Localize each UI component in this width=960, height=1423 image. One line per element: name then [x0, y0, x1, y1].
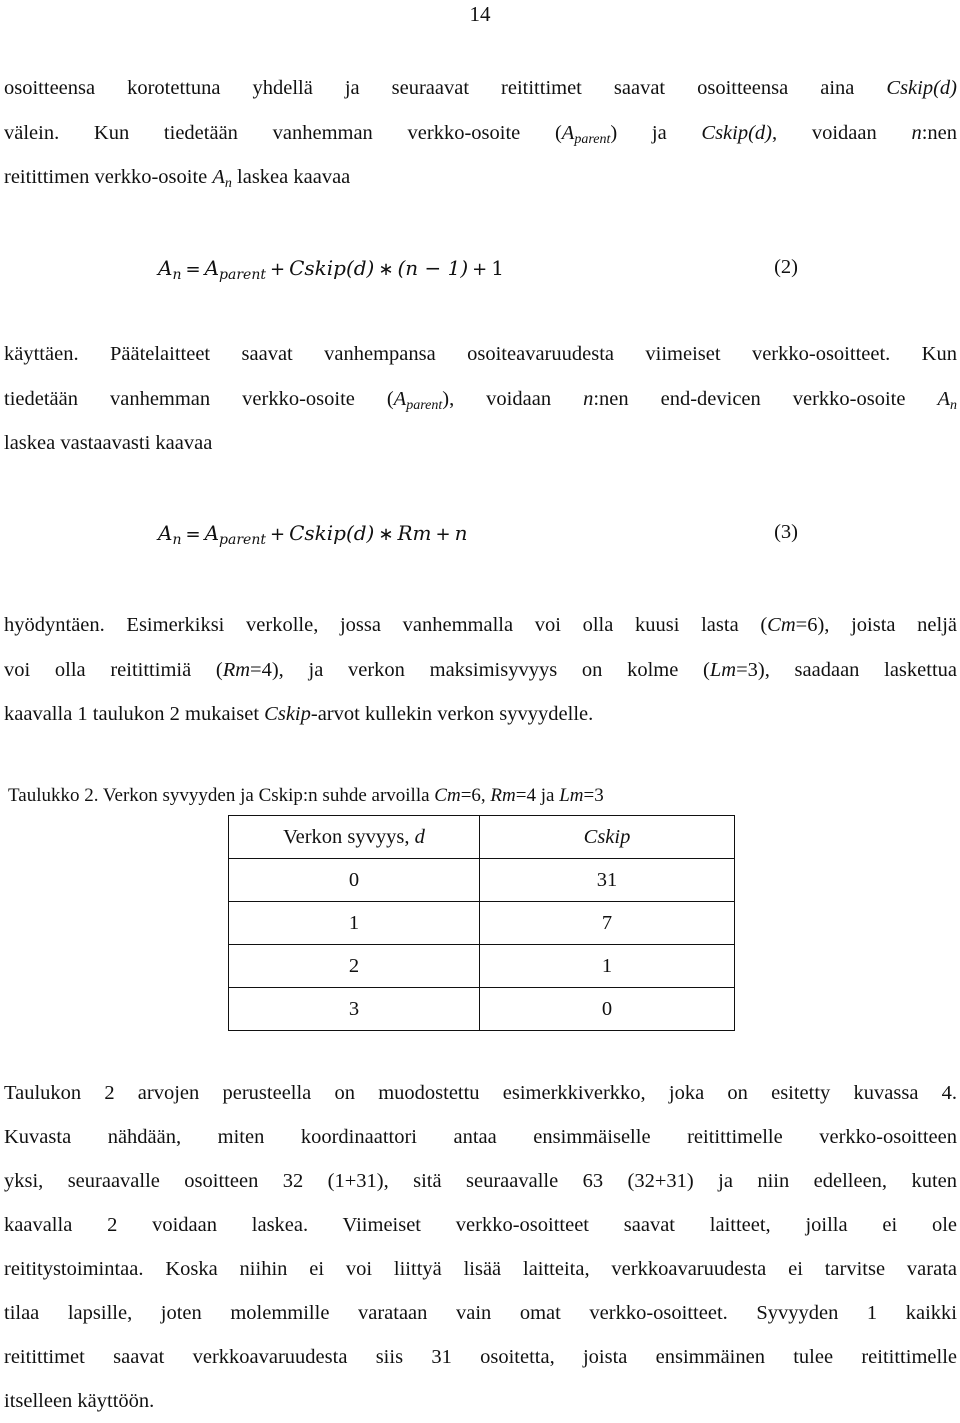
paragraph-1-line-2: välein. Kun tiedetään vanhemman verkko-osoite $(A_{parent})$ ja Cskip(d), voidaan n:nen	[4, 121, 957, 147]
paragraph-1-line-3: reitittimen verkko-osoite $A_n$ laskea kaavaa	[4, 166, 351, 191]
cell-depth: 3	[229, 988, 480, 1031]
cell-cskip: 7	[480, 902, 735, 945]
cell-cskip: 0	[480, 988, 735, 1031]
cell-depth: 2	[229, 945, 480, 988]
header-cskip: Cskip	[480, 816, 735, 859]
equation-3	[158, 521, 798, 551]
paragraph-2-line-1: käyttäen. Päätelaitteet saavat vanhempansa osoiteavaruudesta viimeiset verkko-osoitteet. Kun	[4, 343, 957, 365]
cell-depth: 0	[229, 859, 480, 902]
equation-2-formula: $A_n = A_{parent}$ + Cskip(d) ∗ (n − 1) + 1	[158, 256, 504, 283]
equation-3-number: (3)	[774, 521, 798, 543]
paragraph-3	[4, 603, 957, 737]
paragraph-2	[4, 332, 957, 466]
paragraph-4-line-6: tilaa lapsille, joten molemmille varataan vain omat verkko-osoitteet. Syvyyden 1 kaikki	[4, 1302, 957, 1324]
table-row	[229, 859, 735, 902]
paragraph-1-line-1: osoitteensa korotettuna yhdellä ja seuraavat reitittimet saavat osoitteensa aina Cskip(d)	[4, 77, 957, 99]
paragraph-3-line-1: hyödyntäen. Esimerkiksi verkolle, jossa vanhemmalla voi olla kuusi lasta (Cm=6), joista neljä	[4, 614, 958, 636]
paragraph-4-line-3: yksi, seuraavalle osoitteen 32 (1+31), sitä seuraavalle 63 (32+31) ja niin edelleen, kuten	[4, 1170, 957, 1192]
table-row	[229, 945, 735, 988]
paragraph-3-line-3: kaavalla 1 taulukon 2 mukaiset Cskip-arvot kullekin verkon syvyydelle.	[4, 703, 594, 725]
page-number: 14	[469, 2, 491, 26]
table-row	[229, 988, 735, 1031]
paragraph-4-line-8: itselleen käyttöön.	[4, 1390, 155, 1412]
paragraph-2-line-3: laskea vastaavasti kaavaa	[4, 432, 213, 454]
header-depth: Verkon syvyys, d	[229, 816, 480, 859]
paragraph-4-line-1: Taulukon 2 arvojen perusteella on muodostettu esimerkkiverkko, joka on esitetty kuvassa 4.	[4, 1082, 957, 1104]
paragraph-2-line-2: tiedetään vanhemman verkko-osoite $(A_{parent})$, voidaan n:nen end-devicen verkko-osoite $A_n$	[4, 387, 957, 413]
paragraph-1	[4, 66, 957, 200]
paragraph-3-line-2: voi olla reitittimiä (Rm=4), ja verkon maksimisyvyys on kolme (Lm=3), saadaan laskettua	[4, 658, 957, 681]
table-header-row	[229, 816, 735, 859]
equation-3-formula: $A_n = A_{parent}$ + Cskip(d) ∗ Rm + n	[158, 521, 468, 548]
paragraph-4-line-5: reititystoimintaa. Koska niihin ei voi liittyä lisää laitteita, verkkoavaruudesta ei tarvitse varata	[4, 1258, 957, 1280]
depth-cskip-table	[228, 815, 735, 1031]
equation-2	[158, 256, 798, 286]
cell-cskip: 31	[480, 859, 735, 902]
paragraph-4-line-2: Kuvasta nähdään, miten koordinaattori antaa ensimmäiselle reitittimelle verkko-osoitteen	[4, 1126, 957, 1148]
paragraph-4-line-7: reitittimet saavat verkkoavaruudesta siis 31 osoitetta, joista ensimmäinen tulee reitittimelle	[4, 1346, 957, 1368]
cell-depth: 1	[229, 902, 480, 945]
cell-cskip: 1	[480, 945, 735, 988]
table-row	[229, 902, 735, 945]
equation-2-number: (2)	[774, 256, 798, 278]
paragraph-4	[4, 1071, 957, 1423]
table-caption: Taulukko 2. Verkon syvyyden ja Cskip:n suhde arvoilla Cm=6, Rm=4 ja Lm=3	[8, 785, 604, 806]
paragraph-4-line-4: kaavalla 2 voidaan laskea. Viimeiset verkko-osoitteet saavat laitteet, joilla ei ole	[4, 1214, 957, 1236]
